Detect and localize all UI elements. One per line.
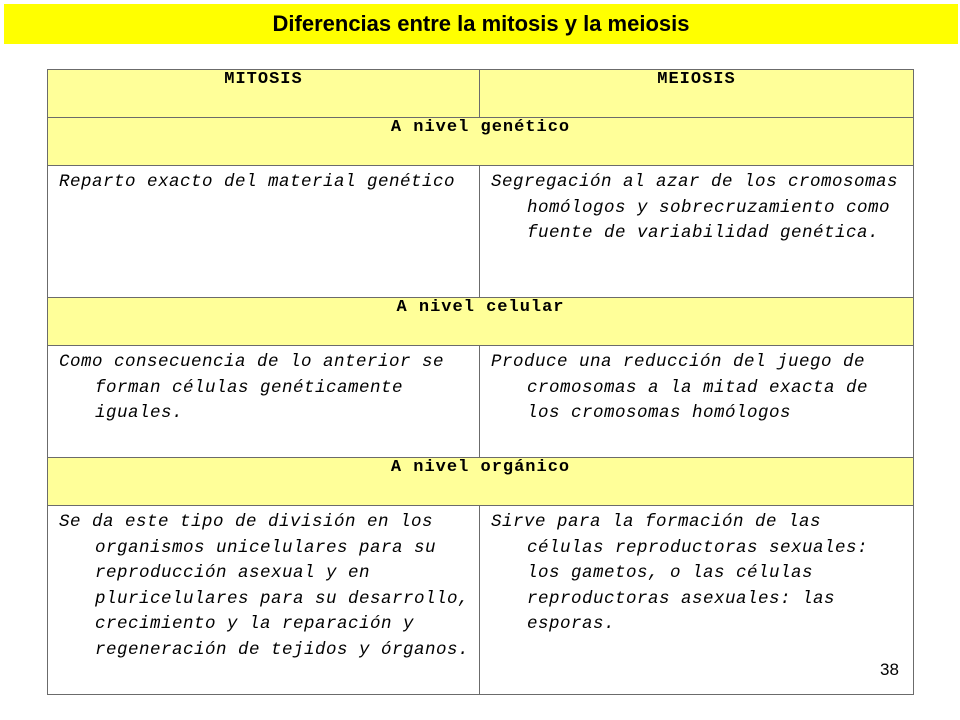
cell-meiosis-genetic: Segregación al azar de los cromosomas homólogos y sobrecruzamiento como fuente de variabilidad genética. (480, 166, 914, 298)
cell-meiosis-organic: Sirve para la formación de las células reproductoras sexuales: los gametos, o las células reproductoras asexuales: las esporas. (480, 506, 914, 695)
section-label-cellular: A nivel celular (48, 298, 914, 346)
section-label-organic: A nivel orgánico (48, 458, 914, 506)
section-row-genetic (48, 118, 914, 166)
section-label-genetic: A nivel genético (48, 118, 914, 166)
slide-title: Diferencias entre la mitosis y la meiosis (272, 11, 690, 36)
page-number: 38 (880, 660, 899, 679)
table-row-cellular (48, 346, 914, 458)
comparison-table (47, 69, 914, 695)
section-row-organic (48, 458, 914, 506)
title-bar (4, 4, 958, 44)
table-row-organic (48, 506, 914, 695)
cell-meiosis-cellular: Produce una reducción del juego de cromosomas a la mitad exacta de los cromosomas homólogos (480, 346, 914, 458)
cell-mitosis-cellular: Como consecuencia de lo anterior se forman células genéticamente iguales. (48, 346, 480, 458)
header-row (48, 70, 914, 118)
cell-mitosis-genetic: Reparto exacto del material genético (48, 166, 480, 298)
header-mitosis: MITOSIS (48, 70, 480, 118)
section-row-cellular (48, 298, 914, 346)
header-meiosis: MEIOSIS (480, 70, 914, 118)
table-row-genetic (48, 166, 914, 298)
cell-mitosis-organic: Se da este tipo de división en los organismos unicelulares para su reproducción asexual y en pluricelulares para su desarrollo, crecimiento y la reparación y regeneración de tejidos y órganos. (48, 506, 480, 695)
